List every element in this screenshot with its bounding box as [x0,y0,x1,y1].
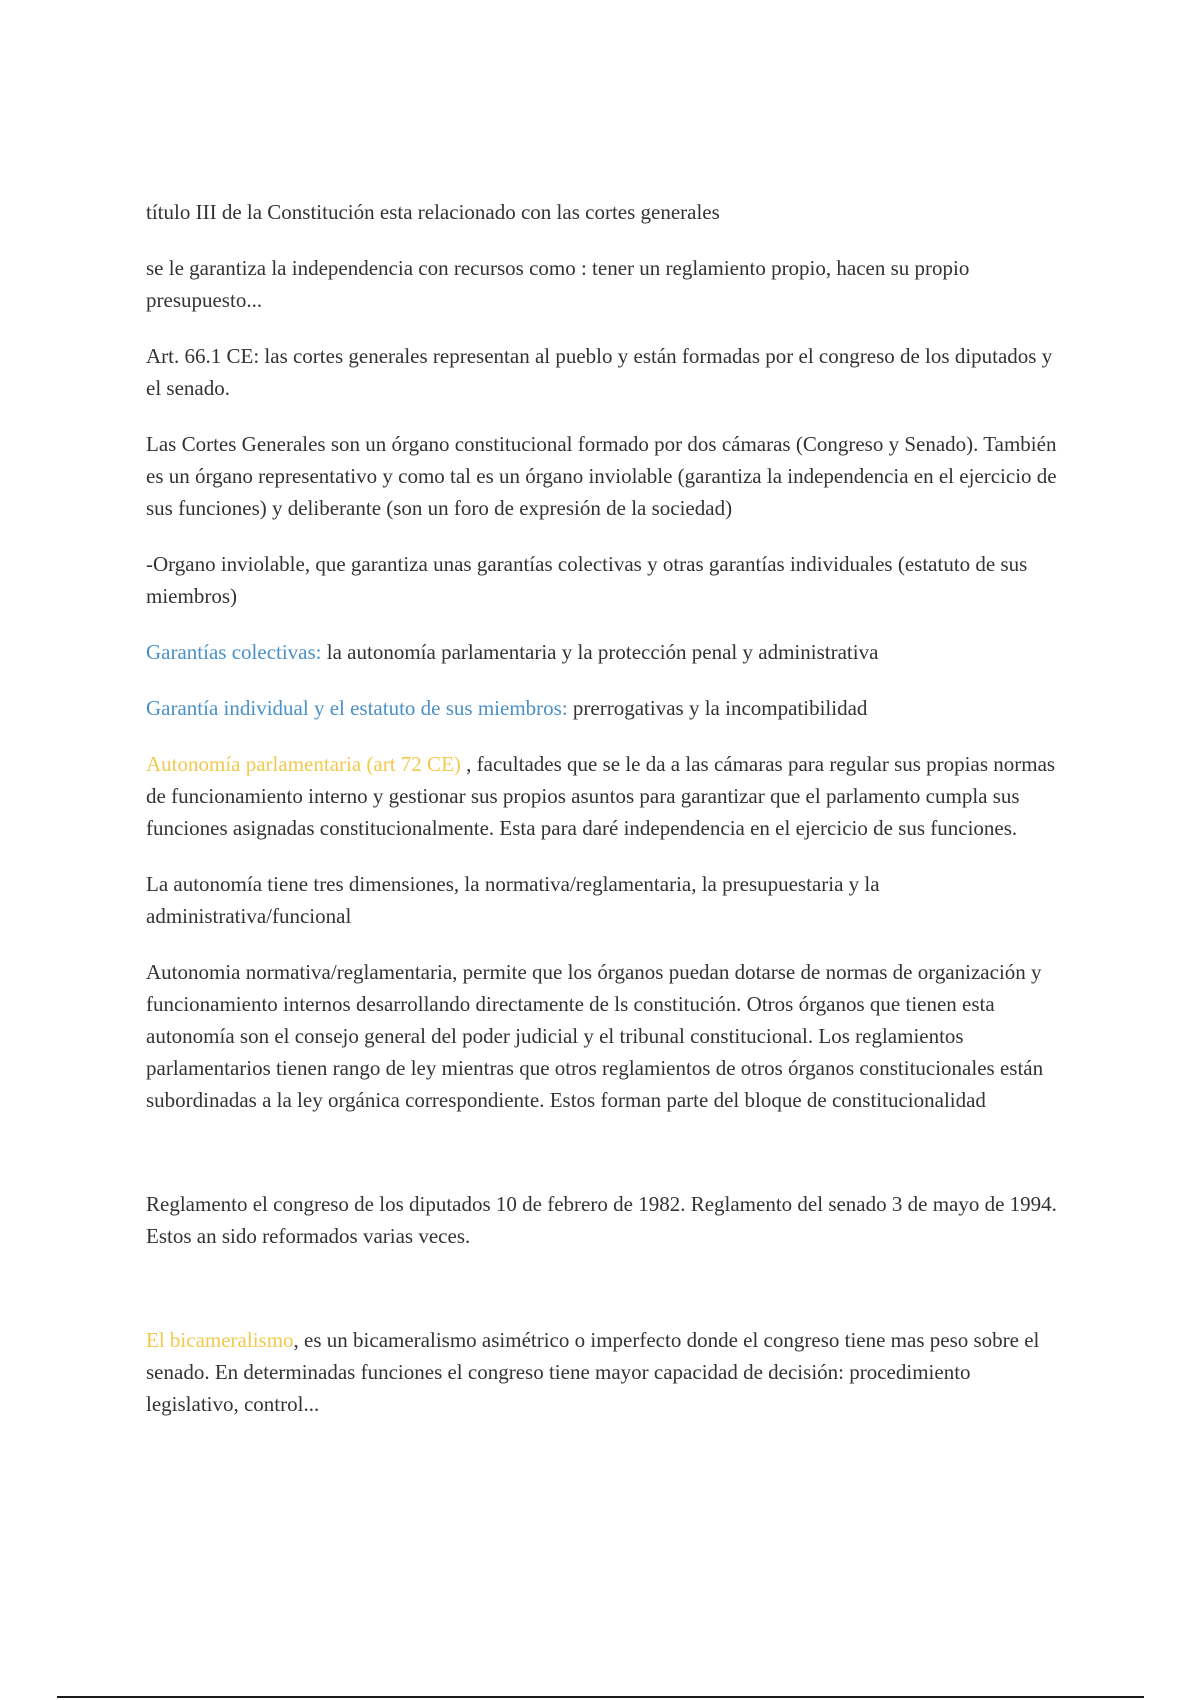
paragraph-individual-guarantees [146,692,1058,724]
paragraph: se le garantiza la independencia con recursos como : tener un reglamiento propio, hacen su propio presupuesto... [146,256,970,312]
parliamentary-autonomy-heading: Autonomía parlamentaria (art 72 CE) [146,752,461,776]
individual-guarantees-heading: Garantía individual y el estatuto de sus miembros: [146,696,568,720]
collective-guarantees-heading: Garantías colectivas: [146,640,322,664]
paragraph: título III de la Constitución esta relacionado con las cortes generales [146,200,720,224]
paragraph: Reglamento el congreso de los diputados 10 de febrero de 1982. Reglamento del senado 3 de mayo de 1994. Estos an sido reformados varias veces. [146,1192,1057,1248]
bicameralism-text: , es un bicameralismo asimétrico o imperfecto donde el congreso tiene mas peso sobre el senado. En determinadas funciones el congreso tiene mayor capacidad de decisión: procedimiento legislativo, control... [146,1328,1040,1416]
paragraph-collective-guarantees [146,636,1058,668]
individual-guarantees-text: prerrogativas y la incompatibilidad [567,696,868,720]
parliamentary-autonomy-text: , facultades que se le da a las cámaras para regular sus propias normas de funcionamiento interno y gestionar sus propios asuntos para garantizar que el parlamento cumpla sus funciones asignadas constitucionalmente. Esta para daré independencia en el ejercicio de sus funciones. [146,752,1056,840]
paragraph: -Organo inviolable, que garantiza unas garantías colectivas y otras garantías individuales (estatuto de sus miembros) [146,552,1028,608]
paragraph-bicameralism [146,1324,1058,1420]
paragraph: Las Cortes Generales son un órgano constitucional formado por dos cámaras (Congreso y Senado). También es un órgano representativo y como tal es un órgano inviolable (garantiza la independencia en el ejercicio de sus funciones) y deliberante (son un foro de expresión de la sociedad) [146,432,1057,520]
paragraph: La autonomía tiene tres dimensiones, la normativa/reglamentaria, la presupuestaria y la administrativa/funcional [146,872,880,928]
bottom-divider [57,1696,1144,1698]
document-body [146,196,1058,1444]
collective-guarantees-text: la autonomía parlamentaria y la protección penal y administrativa [321,640,879,664]
paragraph-parliamentary-autonomy [146,748,1058,844]
paragraph: Art. 66.1 CE: las cortes generales representan al pueblo y están formadas por el congreso de los diputados y el senado. [146,344,1053,400]
paragraph: Autonomia normativa/reglamentaria, permite que los órganos puedan dotarse de normas de organización y funcionamiento internos desarrollando directamente de ls constitución. Otros órganos que tienen esta autonomía son el consejo general del poder judicial y el tribunal constitucional. Los reglamientos parlamentarios tienen rango de ley mientras que otros reglamientos de otros órganos constitucionales están subordinadas a la ley orgánica correspondiente. Estos forman parte del bloque de constitucionalidad [146,960,1044,1112]
bicameralism-heading: El bicameralismo [146,1328,294,1352]
